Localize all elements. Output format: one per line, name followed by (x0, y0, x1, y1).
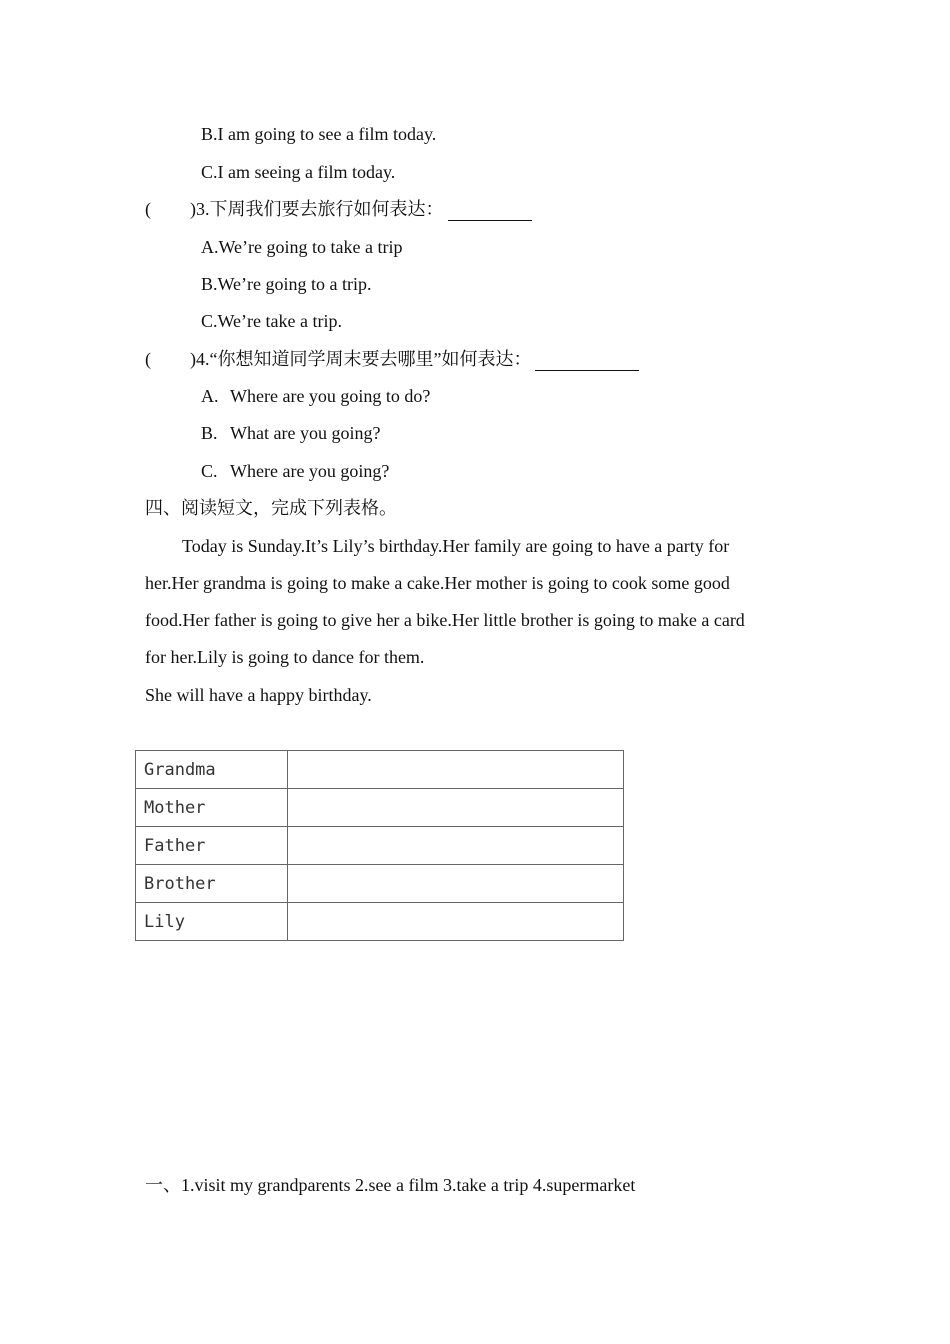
q4-option-c-letter: C. (201, 461, 218, 481)
section-4-title: 四、阅读短文，完成下列表格。 (145, 498, 397, 518)
table-row (136, 751, 624, 789)
row-label-father: Father (136, 827, 288, 865)
answer-key-line: 一、1.visit my grandparents 2.see a film 3.take a trip 4.supermarket (145, 1175, 636, 1195)
row-value-mother[interactable] (288, 789, 624, 827)
q2-option-b: B.I am going to see a film today. (201, 124, 437, 144)
q4-option-b-letter: B. (201, 423, 218, 443)
row-value-father[interactable] (288, 827, 624, 865)
row-value-lily[interactable] (288, 903, 624, 941)
q3-label: )3.下周我们要去旅行如何表达： (190, 199, 444, 219)
q3-option-c: C.We’re take a trip. (201, 311, 342, 331)
q4-answer-paren: ( (145, 349, 151, 369)
passage-line-2: her.Her grandma is going to make a cake.Her mother is going to cook some good (145, 573, 730, 593)
passage-line-1: Today is Sunday.It’s Lily’s birthday.Her family are going to have a party for (182, 536, 730, 556)
table-row (136, 827, 624, 865)
passage-line-5: She will have a happy birthday. (145, 685, 372, 705)
table-row (136, 903, 624, 941)
q4-option-b-text: What are you going? (230, 423, 381, 443)
q3-answer-blank[interactable] (448, 202, 532, 221)
row-value-brother[interactable] (288, 865, 624, 903)
q4-option-c (201, 459, 389, 483)
table-row (136, 789, 624, 827)
q3-option-a: A.We’re going to take a trip (201, 237, 403, 257)
answer-table (135, 750, 624, 941)
row-value-grandma[interactable] (288, 751, 624, 789)
passage-line-4: for her.Lily is going to dance for them. (145, 647, 425, 667)
question-3 (145, 197, 532, 221)
row-label-grandma: Grandma (136, 751, 288, 789)
q2-option-c: C.I am seeing a film today. (201, 162, 396, 182)
q4-label: )4.“你想知道同学周末要去哪里”如何表达： (190, 349, 532, 369)
q4-option-a-letter: A. (201, 386, 219, 406)
q4-option-b (201, 421, 380, 445)
q3-answer-paren: ( (145, 199, 151, 219)
table-row (136, 865, 624, 903)
q4-option-c-text: Where are you going? (230, 461, 390, 481)
passage-line-3: food.Her father is going to give her a bike.Her little brother is going to make a card (145, 610, 745, 630)
q4-option-a-text: Where are you going to do? (230, 386, 431, 406)
q4-option-a (201, 384, 430, 408)
row-label-brother: Brother (136, 865, 288, 903)
row-label-mother: Mother (136, 789, 288, 827)
row-label-lily: Lily (136, 903, 288, 941)
q4-answer-blank[interactable] (535, 352, 639, 371)
q3-option-b: B.We’re going to a trip. (201, 274, 372, 294)
question-4 (145, 347, 639, 371)
